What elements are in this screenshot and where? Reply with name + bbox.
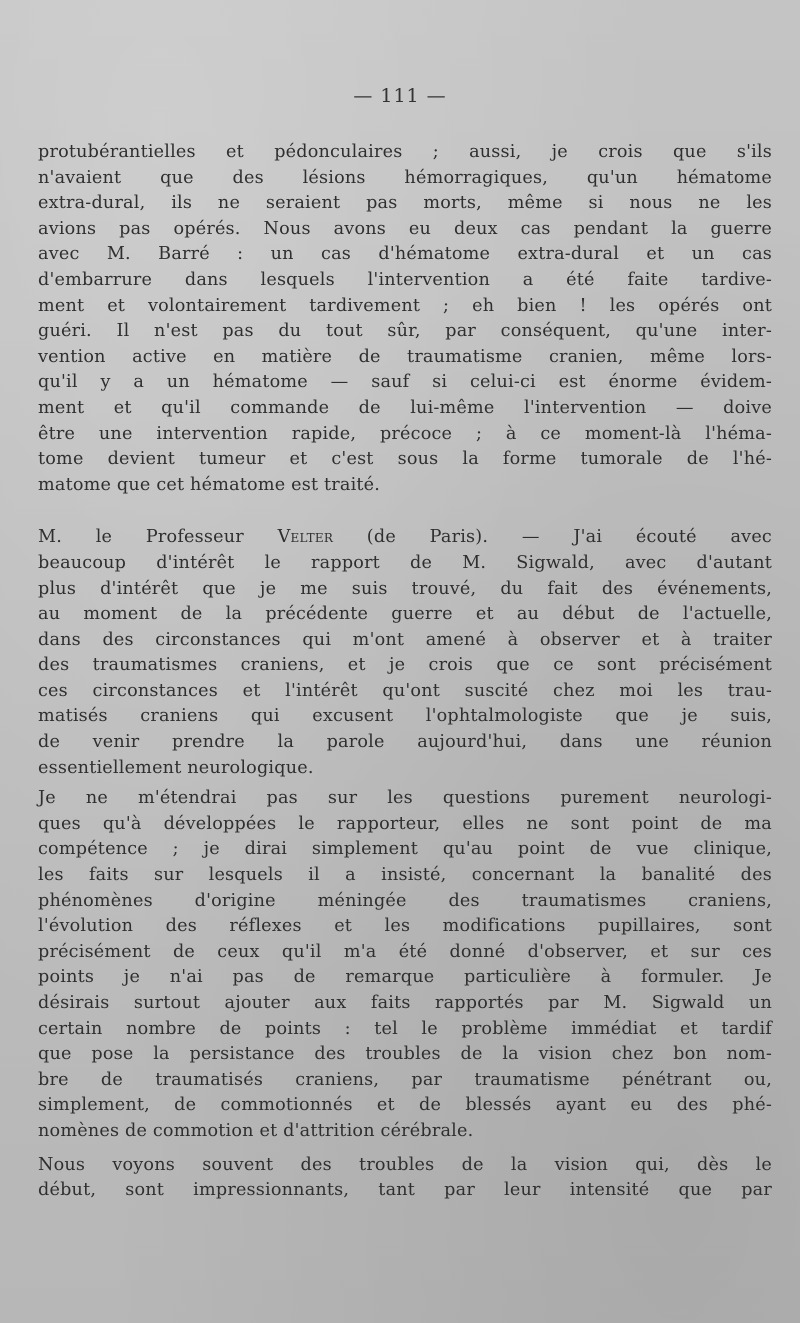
text-line-speaker: [38, 525, 772, 551]
text-line: plus d'intérêt que je me suis trouvé, du fait des événements,: [38, 578, 772, 599]
paragraph-1: [38, 140, 772, 498]
text-line: ment et volontairement tardivement ; eh bien ! les opérés ont: [38, 295, 772, 316]
text-line: essentiellement neurologique.: [38, 757, 314, 778]
page-number: — 111 —: [353, 85, 447, 107]
paragraph-2: [38, 525, 772, 781]
text-line: phénomènes d'origine méningée des traumatismes craniens,: [38, 890, 772, 911]
text-line: protubérantielles et pédonculaires ; aussi, je crois que s'ils: [38, 142, 772, 162]
text-line: d'embarrure dans lesquels l'intervention a été faite tardive-: [38, 269, 772, 290]
text-line: ment et qu'il commande de lui-même l'intervention — doive: [38, 397, 772, 418]
text-line: guéri. Il n'est pas du tout sûr, par conséquent, qu'une inter-: [38, 321, 772, 342]
text-line: certain nombre de points : tel le problème immédiat et tardif: [38, 1018, 772, 1039]
text-line: précisément de ceux qu'il m'a été donné d'observer, et sur ces: [38, 941, 772, 962]
text-line: début, sont impressionnants, tant par leur intensité que par: [38, 1180, 772, 1201]
text-line: matome que cet hématome est traité.: [38, 474, 381, 495]
text-line: que pose la persistance des troubles de la vision chez bon nom-: [38, 1044, 772, 1065]
text-line: compétence ; je dirai simplement qu'au point de vue clinique,: [38, 839, 772, 860]
text-line: tome devient tumeur et c'est sous la forme tumorale de l'hé-: [38, 449, 772, 470]
text-line: être une intervention rapide, précoce ; à ce moment-là l'héma-: [38, 423, 772, 444]
text-line: bre de traumatisés craniens, par traumatisme pénétrant ou,: [38, 1069, 772, 1090]
text-line: au moment de la précédente guerre et au début de l'actuelle,: [38, 604, 772, 625]
text-line: nomènes de commotion et d'attrition cérébrale.: [38, 1120, 474, 1141]
speaker-name: Velter: [277, 527, 334, 548]
text-line: Je ne m'étendrai pas sur les questions purement neurologi-: [38, 788, 772, 809]
text-line: les faits sur lesquels il a insisté, concernant la banalité des: [38, 865, 772, 886]
text-line: avec M. Barré : un cas d'hématome extra-dural et un cas: [38, 244, 772, 265]
text-line: l'évolution des réflexes et les modifications pupillaires, sont: [38, 916, 772, 937]
text-line: ces circonstances et l'intérêt qu'ont suscité chez moi les trau-: [38, 680, 772, 701]
text-line: simplement, de commotionnés et de blessés ayant eu des phé-: [38, 1095, 772, 1116]
text-line: vention active en matière de traumatisme cranien, même lors-: [38, 346, 772, 367]
text-line: beaucoup d'intérêt le rapport de M. Sigwald, avec d'autant: [38, 552, 772, 573]
text-line: Nous voyons souvent des troubles de la vision qui, dès le: [38, 1154, 772, 1175]
speaker-line-rest: (de Paris). — J'ai écouté avec: [333, 527, 772, 548]
text-line: avions pas opérés. Nous avons eu deux cas pendant la guerre: [38, 218, 772, 239]
text-line: points je n'ai pas de remarque particulière à formuler. Je: [38, 967, 772, 988]
text-line: matisés craniens qui excusent l'ophtalmologiste que je suis,: [38, 706, 772, 727]
text-line: ques qu'à développées le rapporteur, elles ne sont point de ma: [38, 813, 772, 834]
text-line: désirais surtout ajouter aux faits rapportés par M. Sigwald un: [38, 993, 772, 1013]
paragraph-3: [38, 786, 772, 1144]
text-line: de venir prendre la parole aujourd'hui, dans une réunion: [38, 732, 772, 753]
body-text: [38, 140, 772, 1204]
paragraph-4: [38, 1153, 772, 1204]
text-line: dans des circonstances qui m'ont amené à observer et à traiter: [38, 629, 772, 650]
text-line: des traumatismes craniens, et je crois que ce sont précisément: [38, 655, 772, 676]
text-line: extra-dural, ils ne seraient pas morts, même si nous ne les: [38, 193, 772, 214]
text-line: n'avaient que des lésions hémorragiques, qu'un hématome: [38, 167, 772, 188]
text-line: qu'il y a un hématome — sauf si celui-ci est énorme évidem-: [38, 372, 772, 393]
speaker-prefix: M. le Professeur: [38, 527, 278, 548]
